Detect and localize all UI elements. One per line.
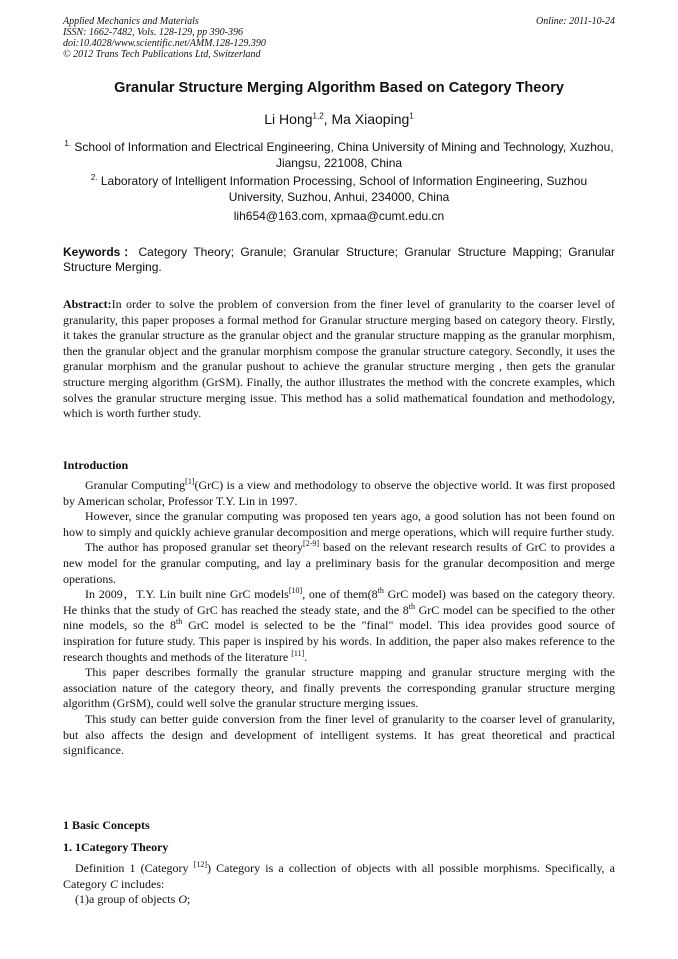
paragraph: This study can better guide conversion from the finer level of granularity to the coarser level of granularity, but also affects the design and development of intelligent systems. It has great theoretical and practical significance. [63,711,615,758]
keywords [63,245,615,275]
author-line [63,111,615,127]
section-heading-basic-concepts: 1 Basic Concepts [63,818,150,832]
affiliation-mark: 2. [90,173,98,182]
author-emails: lih654@163.com, xpmaa@cumt.edu.cn [233,209,445,223]
citation: [2-9] [303,539,320,549]
abstract [63,297,615,422]
paragraph: In 2009，T.Y. Lin built nine GrC models[10], one of them(8th GrC model) was based on the category theory. He thinks that the study of GrC has reached the steady state, and the 8th GrC model can be specified to the other nine models, so the 8th GrC model is selected to be the "final" model. This idea provides good source of inspiration for future study. This paper is inspired by his words. In addition, the paper also makes reference to the research thoughts and methods of the literature [11]. [63,586,615,664]
copyright-line: © 2012 Trans Tech Publications Ltd, Switzerland [63,49,261,60]
definition-body [63,861,615,908]
affiliation-1 [63,139,615,171]
subsection-heading-category-theory: 1. 1Category Theory [63,840,169,854]
introduction-body [63,478,615,759]
paragraph: The author has proposed granular set theory[2-9] based on the relevant research results of GrC to provides a new model for the granular computing, and lay a preliminary basis for the granular decomposition and merge operations. [63,539,615,586]
author-name: Ma Xiaoping [331,111,410,127]
keywords-text: Category Theory; Granule; Granular Structure; Granular Structure Mapping; Granular Structure Merging. [63,245,615,274]
citation: [10] [288,586,303,596]
paragraph: Granular Computing[1](GrC) is a view and methodology to observe the objective world. It was first proposed by American scholar, Professor T.Y. Lin in 1997. [63,477,615,508]
citation: [1] [185,477,195,486]
issn-line: ISSN: 1662-7482, Vols. 128-129, pp 390-396 [63,27,243,38]
affiliation-text: School of Information and Electrical Engineering, China University of Mining and Technology, Xuzhou, Jiangsu, 221008, China [74,140,614,170]
paragraph: This paper describes formally the granular structure mapping and granular structure merging with the association nature of the category theory, and finally prevents the corresponding granular structure merging algorithm (GrSM), could well solve the granular structure merging issues. [63,665,615,711]
abstract-label: Abstract: [63,297,112,311]
journal-header [63,16,615,60]
author-separator: , [323,111,332,127]
affiliation-2 [63,173,615,205]
abstract-text: In order to solve the problem of conversion from the finer level of granularity to the coarser level of granularity, this paper proposes a formal method for Granular structure merging based on category theory. Firstly, it takes the granular structure as the granular object and the granular structure mapping as the granular morphism, then the granular object and the granular morphism compose the granular structure category. Secondly, it uses the granular morphism and the granular pushout to achieve the granular structure merging , then gets the granular structure merging algorithm (GrSM). Finally, the author illustrates the method with the concrete examples, which solves the granular structure merging issue. This method has a solid mathematical foundation and methodology, which is worth further study. [63,297,615,421]
citation: [11] [291,648,305,658]
author-affil-mark: 1,2 [312,111,324,121]
journal-name: Applied Mechanics and Materials [63,16,199,27]
affiliation-text: Laboratory of Intelligent Information Processing, School of Information Engineering, Suzhou University, Suzhou, Anhui, 234000, China [100,174,588,204]
doi-line: doi:10.4028/www.scientific.net/AMM.128-129.390 [63,38,266,49]
paper-title: Granular Structure Merging Algorithm Based on Category Theory [114,80,564,96]
definition-item: (1)a group of objects O; [75,892,191,907]
ordinal-suffix: th [377,586,384,596]
citation: [12] [193,860,208,869]
author-name: Li Hong [264,111,313,127]
affiliation-mark: 1. [64,139,72,148]
online-date: Online: 2011-10-24 [536,16,615,27]
ordinal-suffix: th [408,601,415,611]
ordinal-suffix: th [176,617,183,627]
author-affil-mark: 1 [409,111,414,121]
section-heading-introduction: Introduction [63,458,129,472]
variable: C [110,876,119,891]
variable: O [178,892,187,907]
paragraph: However, since the granular computing was proposed ten years ago, a good solution has not been found on how to simply and quickly achieve granular decomposition and merge operations, which will require further study. [63,509,615,539]
keywords-label: Keywords： [63,245,139,259]
definition-1: Definition 1 (Category [12]) Category is a collection of objects with all possible morphisms. Specifically, a Category C includes: [63,860,615,891]
